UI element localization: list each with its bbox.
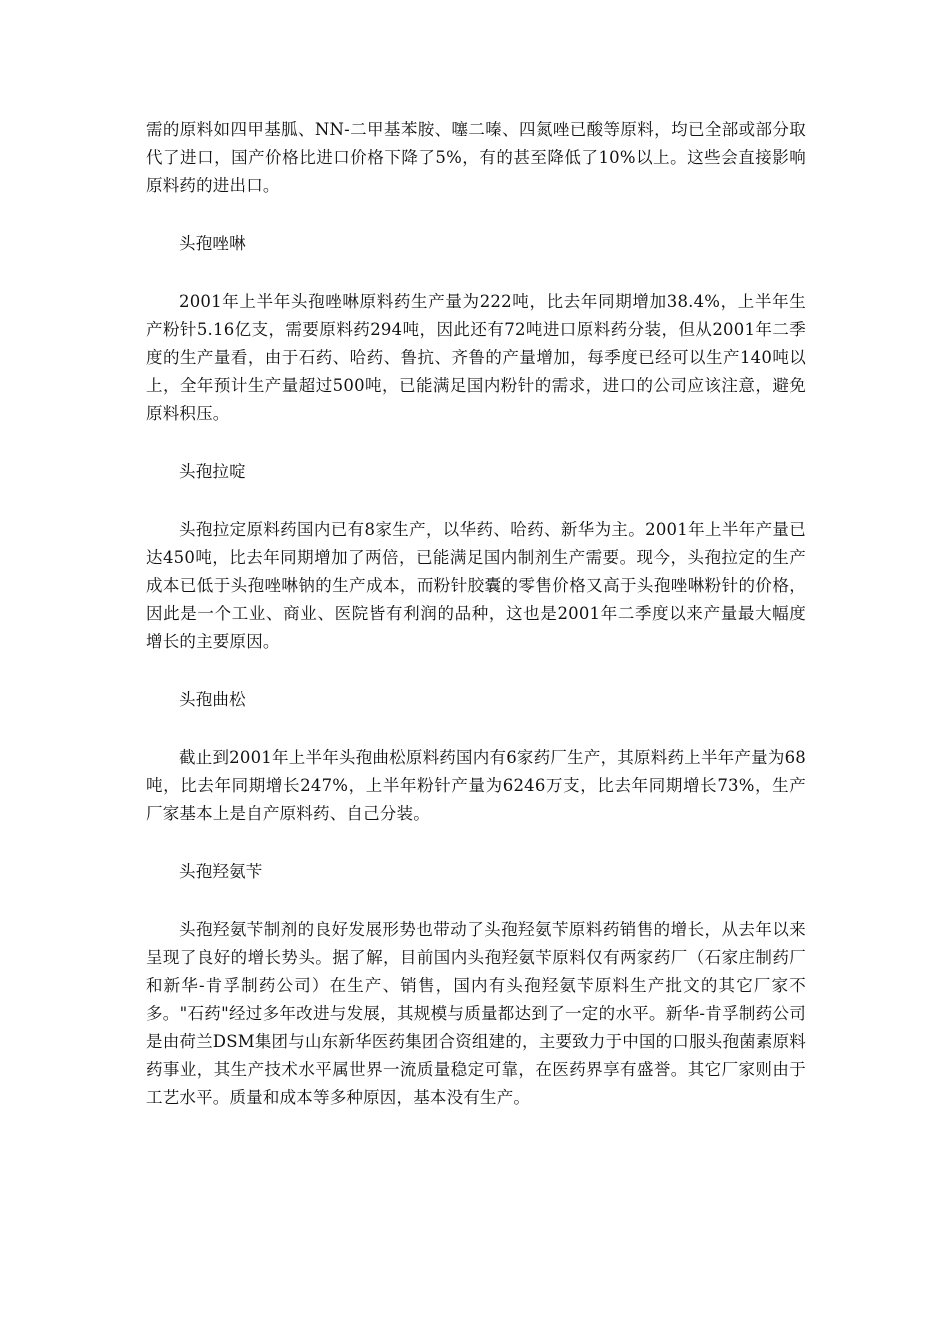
section-heading-cefazolin: 头孢唑啉 xyxy=(179,234,246,253)
section-heading-cefradine: 头孢拉啶 xyxy=(179,462,246,481)
spacer xyxy=(146,200,806,230)
paragraph-ceftriaxone: 截止到2001年上半年头孢曲松原料药国内有6家药厂生产，其原料药上半年产量为68吨，比去年同期增长247%，上半年粉针产量为6246万支，比去年同期增长73%，生产厂家基本上是自产原料药、自己分装。 xyxy=(146,748,806,823)
spacer xyxy=(146,828,806,858)
spacer xyxy=(146,486,806,516)
paragraph-cefradine: 头孢拉定原料药国内已有8家生产，以华药、哈药、新华为主。2001年上半年产量已达450吨，比去年同期增加了两倍，已能满足国内制剂生产需要。现今，头孢拉定的生产成本已低于头孢唑啉钠的生产成本，而粉针胶囊的零售价格又高于头孢唑啉粉针的价格，因此是一个工业、商业、医院皆有利润的品种，这也是2001年二季度以来产量最大幅度增长的主要原因。 xyxy=(146,520,806,651)
spacer xyxy=(146,258,806,288)
spacer xyxy=(146,428,806,458)
spacer xyxy=(146,656,806,686)
paragraph-cefadroxil: 头孢羟氨苄制剂的良好发展形势也带动了头孢羟氨苄原料药销售的增长，从去年以来呈现了良好的增长势头。据了解，目前国内头孢羟氨苄原料仅有两家药厂（石家庄制药厂和新华-肯孚制药公司）在生产、销售，国内有头孢羟氨苄原料生产批文的其它厂家不多。"石药"经过多年改进与发展，其规模与质量都达到了一定的水平。新华-肯孚制药公司是由荷兰DSM集团与山东新华医药集团合资组建的，主要致力于中国的口服头孢菌素原料药事业，其生产技术水平属世界一流质量稳定可靠，在医药界享有盛誉。其它厂家则由于工艺水平。质量和成本等多种原因，基本没有生产。 xyxy=(146,920,806,1107)
paragraph-raw-materials-continued: 需的原料如四甲基胍、NN-二甲基苯胺、噻二嗪、四氮唑已酸等原料，均已全部或部分取代了进口，国产价格比进口价格下降了5%，有的甚至降低了10%以上。这些会直接影响原料药的进出口。 xyxy=(146,120,806,195)
section-heading-cefadroxil: 头孢羟氨苄 xyxy=(179,862,263,881)
document-page xyxy=(146,116,806,1112)
spacer xyxy=(146,714,806,744)
paragraph-cefazolin: 2001年上半年头孢唑啉原料药生产量为222吨，比去年同期增加38.4%，上半年生产粉针5.16亿支，需要原料药294吨，因此还有72吨进口原料药分装，但从2001年二季度的生产量看，由于石药、哈药、鲁抗、齐鲁的产量增加，每季度已经可以生产140吨以上，全年预计生产量超过500吨，已能满足国内粉针的需求，进口的公司应该注意，避免原料积压。 xyxy=(146,292,806,423)
section-heading-ceftriaxone: 头孢曲松 xyxy=(179,690,246,709)
spacer xyxy=(146,886,806,916)
